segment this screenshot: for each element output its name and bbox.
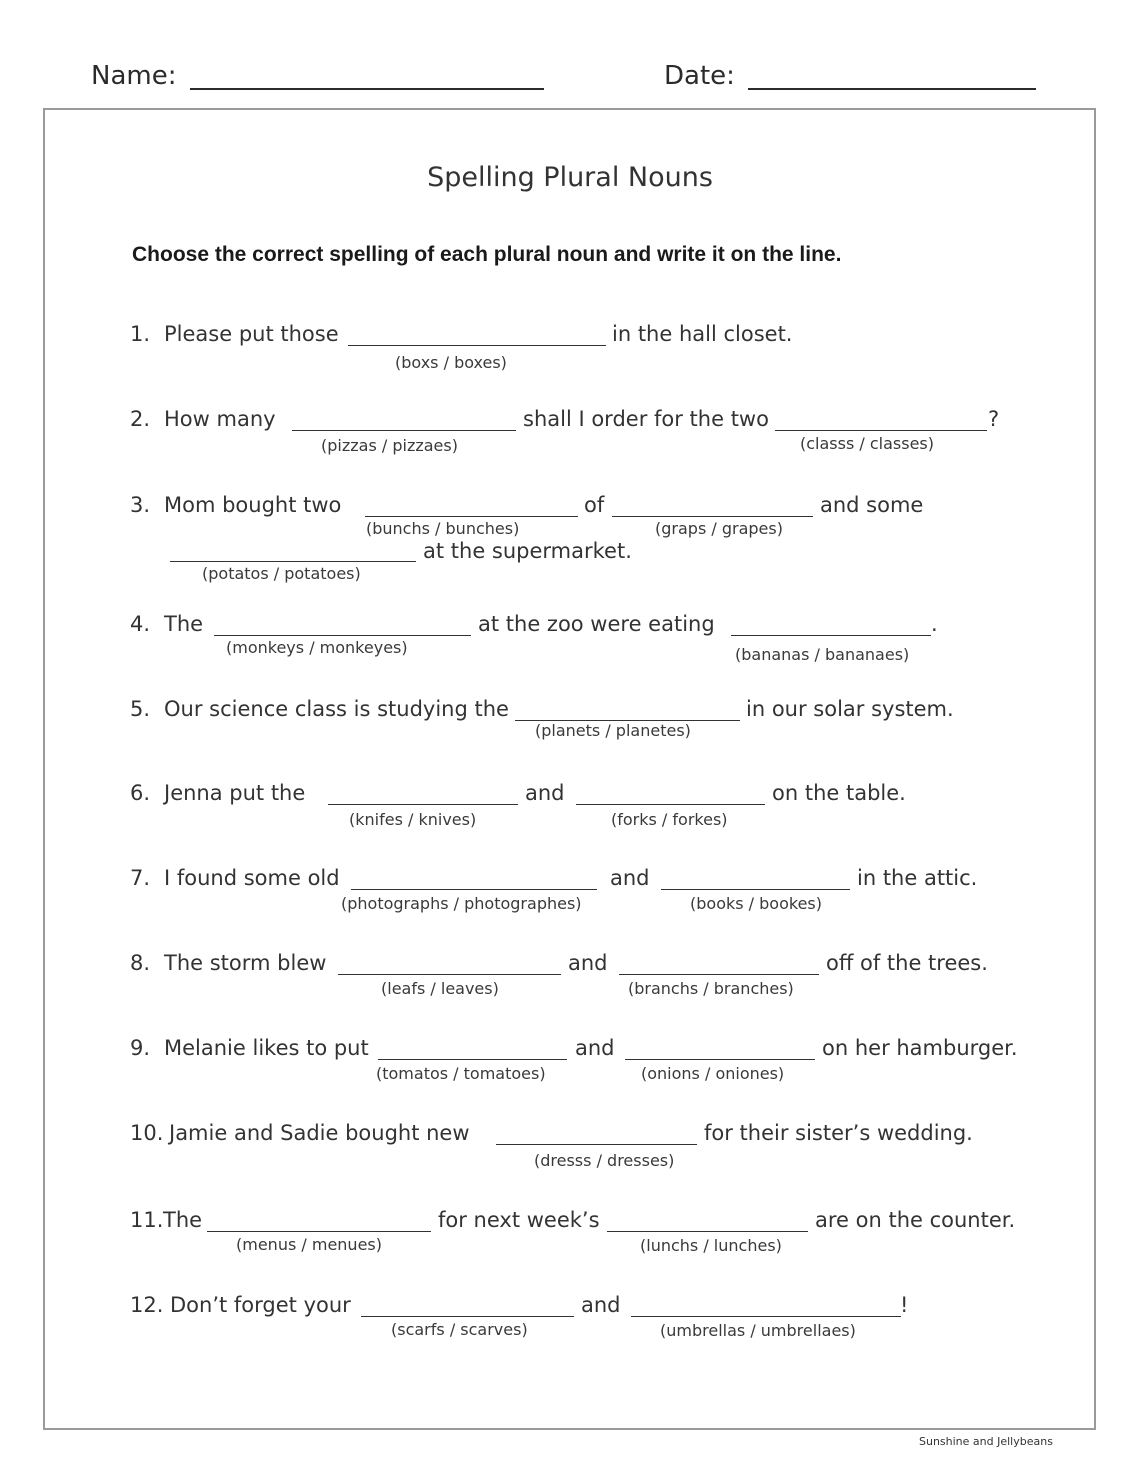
spelling-choices: (lunchs / lunches) xyxy=(640,1236,782,1255)
question-text: How many xyxy=(164,407,276,431)
spelling-choices: (graps / grapes) xyxy=(655,519,783,538)
question-text: ? xyxy=(988,407,1000,431)
spelling-choices: (scarfs / scarves) xyxy=(391,1320,528,1339)
question-text: shall I order for the two xyxy=(523,407,769,431)
answer-blank[interactable] xyxy=(619,974,819,975)
name-line[interactable] xyxy=(190,88,544,90)
answer-blank[interactable] xyxy=(496,1144,697,1145)
spelling-choices: (monkeys / monkeyes) xyxy=(226,638,408,657)
answer-blank[interactable] xyxy=(625,1059,815,1060)
question-text: at the supermarket. xyxy=(423,539,632,563)
question-number: 5. xyxy=(130,697,151,721)
question-number: 6. xyxy=(130,781,151,805)
answer-blank[interactable] xyxy=(351,889,597,890)
spelling-choices: (tomatos / tomatoes) xyxy=(376,1064,546,1083)
question-number: 2. xyxy=(130,407,151,431)
question-text: Please put those xyxy=(164,322,339,346)
answer-blank[interactable] xyxy=(731,635,931,636)
question-text: The xyxy=(163,1208,203,1232)
spelling-choices: (boxs / boxes) xyxy=(395,353,507,372)
question-text: and xyxy=(575,1036,615,1060)
question-number: 1. xyxy=(130,322,151,346)
question-text: of xyxy=(584,493,605,517)
question-text: Melanie likes to put xyxy=(164,1036,369,1060)
question-text: Jenna put the xyxy=(164,781,306,805)
answer-blank[interactable] xyxy=(207,1231,431,1232)
spelling-choices: (dresss / dresses) xyxy=(534,1151,675,1170)
spelling-choices: (bananas / bananaes) xyxy=(735,645,910,664)
question-text: and xyxy=(525,781,565,805)
question-text: on the table. xyxy=(772,781,906,805)
date-line[interactable] xyxy=(748,88,1036,90)
question-text: The storm blew xyxy=(164,951,327,975)
spelling-choices: (leafs / leaves) xyxy=(381,979,499,998)
answer-blank[interactable] xyxy=(775,430,987,431)
question-text: in the hall closet. xyxy=(612,322,793,346)
name-label: Name: xyxy=(91,61,177,91)
answer-blank[interactable] xyxy=(292,430,516,431)
spelling-choices: (classs / classes) xyxy=(800,434,934,453)
answer-blank[interactable] xyxy=(214,635,471,636)
spelling-choices: (potatos / potatoes) xyxy=(202,564,361,583)
question-text: off of the trees. xyxy=(826,951,988,975)
answer-blank[interactable] xyxy=(338,974,561,975)
question-text: Jamie and Sadie bought new xyxy=(169,1121,470,1145)
answer-blank[interactable] xyxy=(631,1316,901,1317)
question-number: 7. xyxy=(130,866,151,890)
question-text: in our solar system. xyxy=(746,697,954,721)
question-number: 10. xyxy=(130,1121,164,1145)
question-text: Don’t forget your xyxy=(170,1293,351,1317)
question-text: ! xyxy=(900,1293,909,1317)
question-text: and xyxy=(568,951,608,975)
answer-blank[interactable] xyxy=(661,889,850,890)
question-number: 9. xyxy=(130,1036,151,1060)
spelling-choices: (umbrellas / umbrellaes) xyxy=(660,1321,856,1340)
answer-blank[interactable] xyxy=(612,516,813,517)
answer-blank[interactable] xyxy=(328,804,518,805)
spelling-choices: (planets / planetes) xyxy=(535,721,691,740)
question-text: and xyxy=(610,866,650,890)
question-text: on her hamburger. xyxy=(822,1036,1018,1060)
question-number: 12. xyxy=(130,1293,164,1317)
spelling-choices: (onions / oniones) xyxy=(641,1064,785,1083)
spelling-choices: (books / bookes) xyxy=(690,894,822,913)
answer-blank[interactable] xyxy=(607,1231,808,1232)
date-label: Date: xyxy=(664,61,735,91)
spelling-choices: (photographs / photographes) xyxy=(341,894,582,913)
question-number: 4. xyxy=(130,612,151,636)
spelling-choices: (knifes / knives) xyxy=(349,810,477,829)
question-text: at the zoo were eating xyxy=(478,612,715,636)
worksheet-title: Spelling Plural Nouns xyxy=(427,162,713,193)
question-text: Our science class is studying the xyxy=(164,697,509,721)
question-number: 8. xyxy=(130,951,151,975)
question-number: 11. xyxy=(130,1208,164,1232)
question-text: and some xyxy=(820,493,924,517)
answer-blank[interactable] xyxy=(378,1059,567,1060)
spelling-choices: (branchs / branches) xyxy=(628,979,794,998)
spelling-choices: (menus / menues) xyxy=(236,1235,382,1254)
question-text: for next week’s xyxy=(438,1208,600,1232)
answer-blank[interactable] xyxy=(348,345,606,346)
spelling-choices: (bunchs / bunches) xyxy=(366,519,520,538)
question-text: for their sister’s wedding. xyxy=(704,1121,973,1145)
spelling-choices: (forks / forkes) xyxy=(611,810,728,829)
answer-blank[interactable] xyxy=(361,1316,574,1317)
question-text: and xyxy=(581,1293,621,1317)
answer-blank[interactable] xyxy=(576,804,765,805)
question-number: 3. xyxy=(130,493,151,517)
question-text: I found some old xyxy=(164,866,340,890)
question-text: . xyxy=(931,612,938,636)
credit-text: Sunshine and Jellybeans xyxy=(919,1435,1053,1448)
question-text: Mom bought two xyxy=(164,493,342,517)
answer-blank[interactable] xyxy=(365,516,578,517)
instructions: Choose the correct spelling of each plural noun and write it on the line. xyxy=(132,243,842,266)
spelling-choices: (pizzas / pizzaes) xyxy=(321,436,458,455)
answer-blank[interactable] xyxy=(170,561,416,562)
question-text: are on the counter. xyxy=(815,1208,1016,1232)
question-text: in the attic. xyxy=(857,866,978,890)
question-text: The xyxy=(164,612,204,636)
